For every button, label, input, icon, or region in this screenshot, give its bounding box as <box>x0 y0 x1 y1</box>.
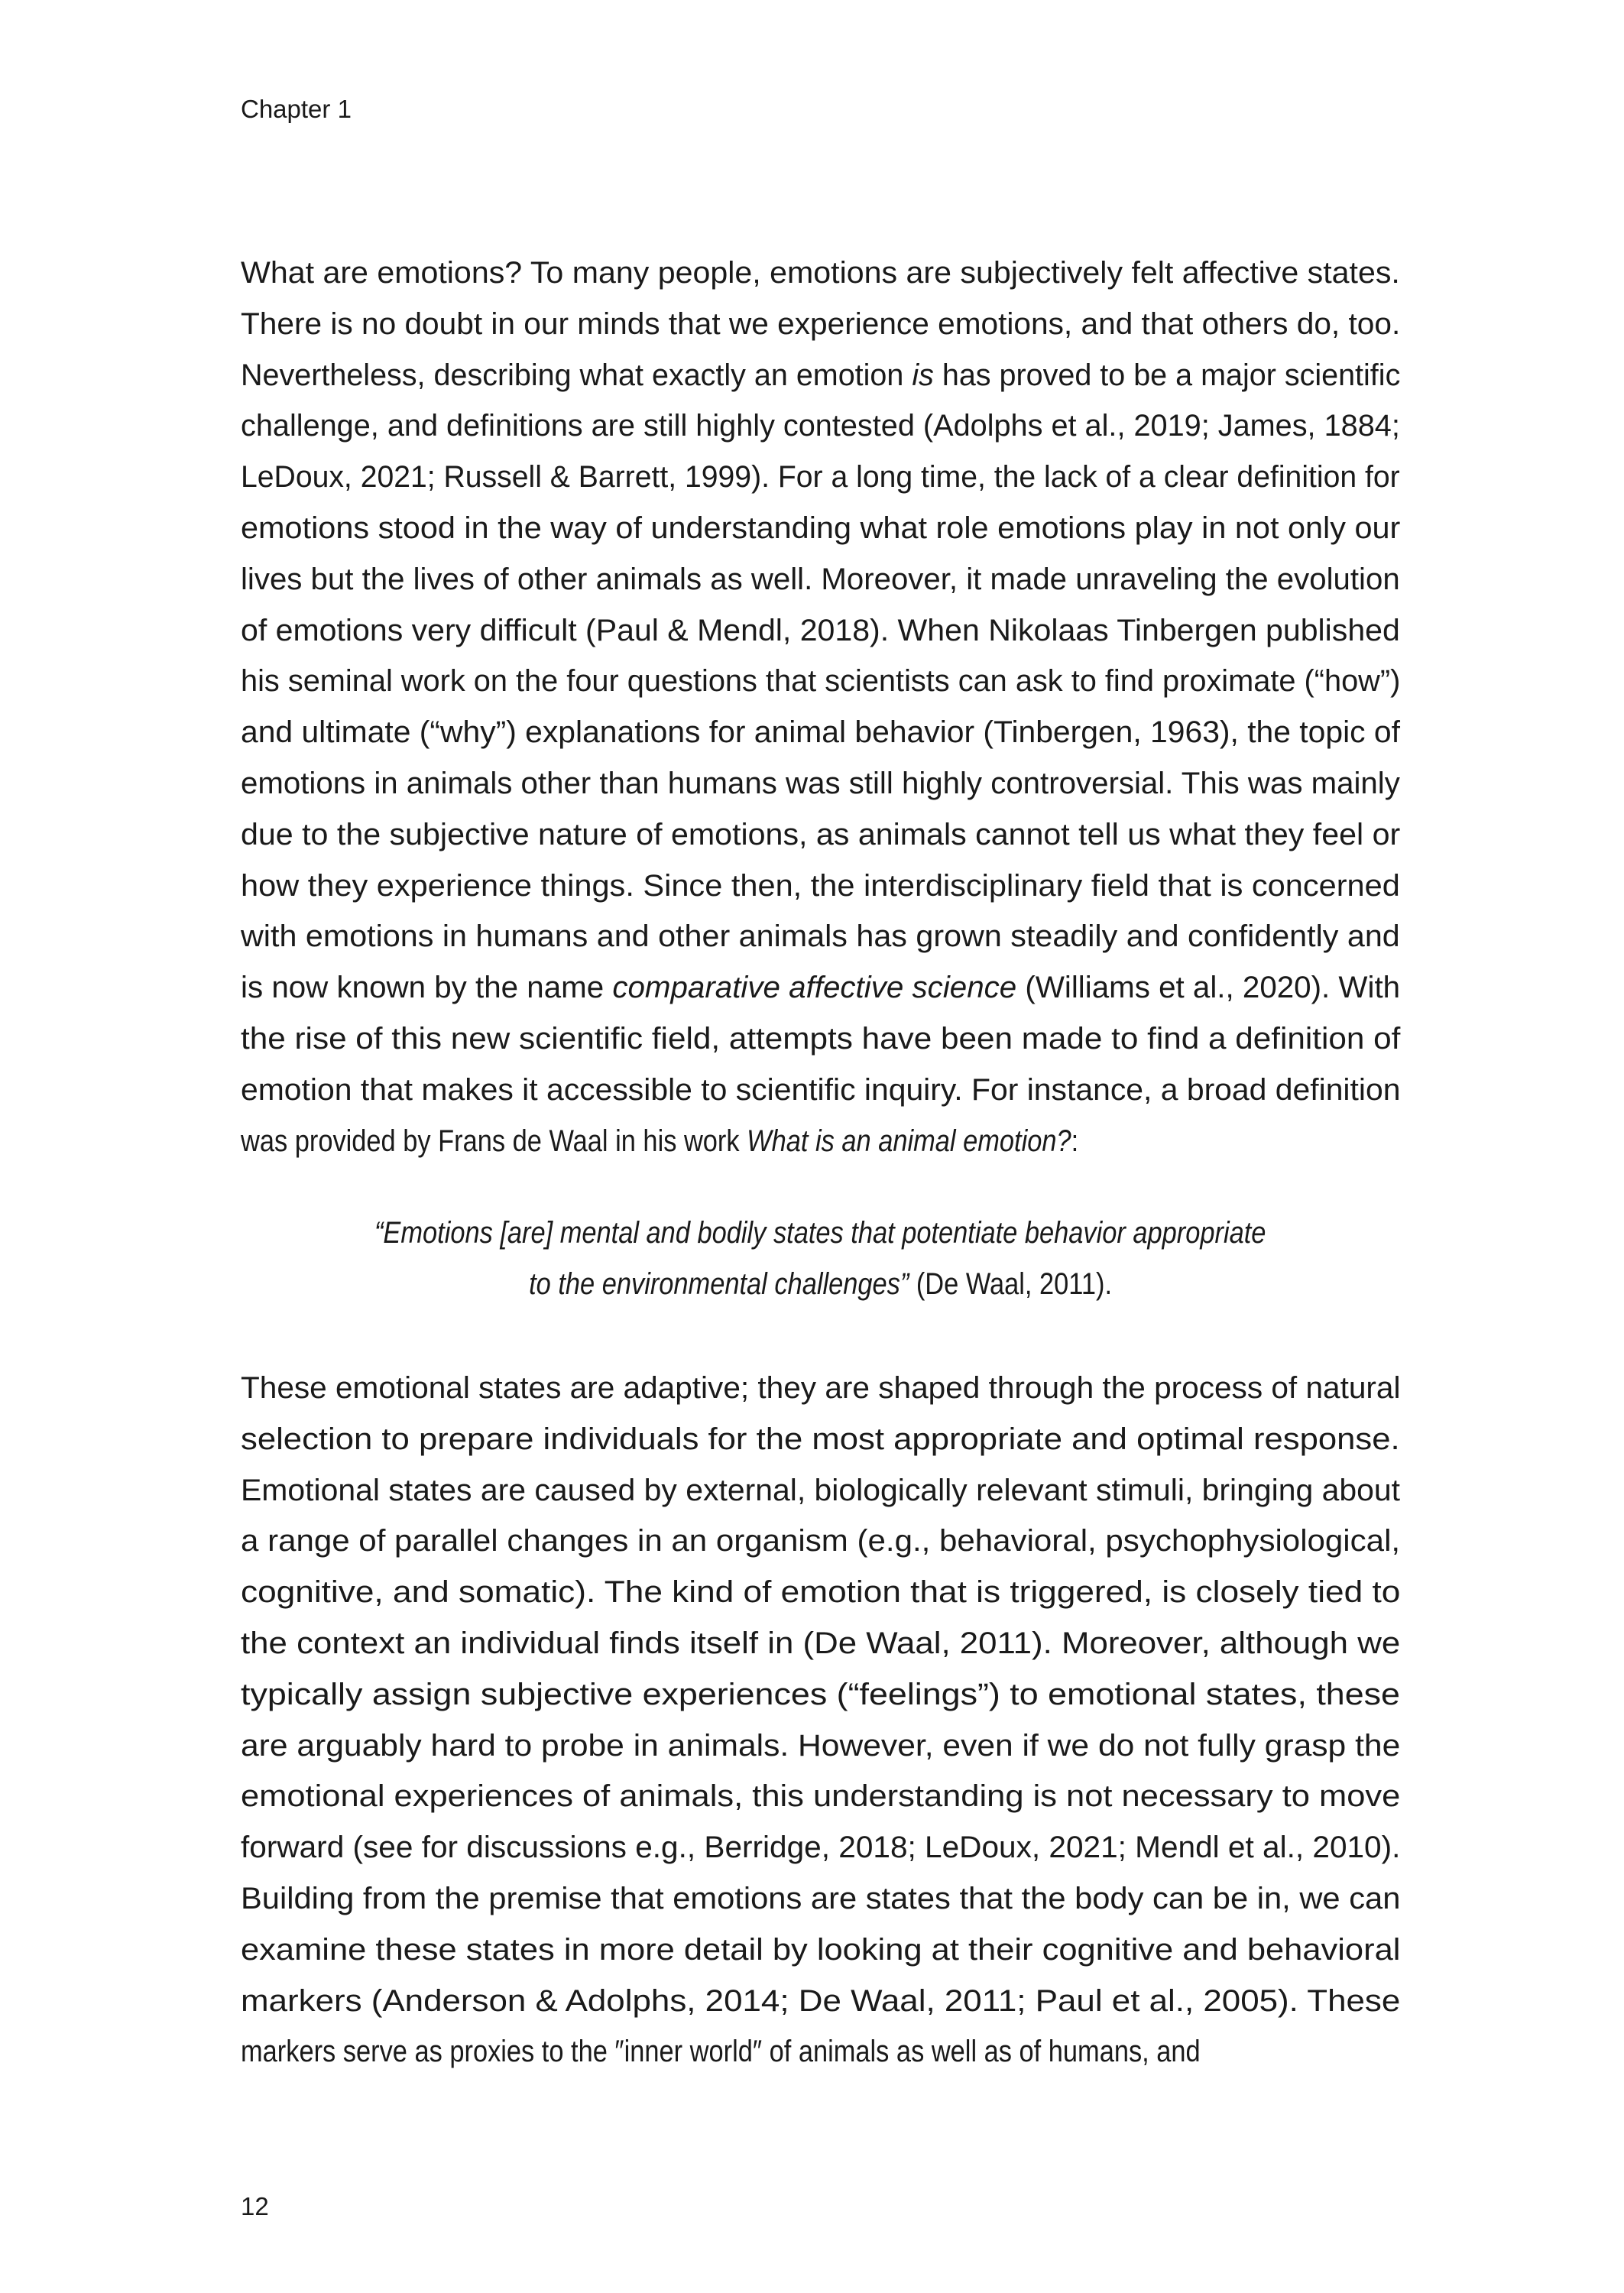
line-text <box>241 452 1400 503</box>
text-run: markers serve as proxies to the ″inner world″ of animals as well as of humans, and <box>241 2035 1201 2069</box>
text-run: forward (see for discussions e.g., Berridge, 2018; LeDoux, 2021; Mendl et al., 2010). <box>241 1831 1401 1865</box>
paragraph1-line <box>241 861 1400 912</box>
page-number: 12 <box>241 2192 269 2220</box>
line-text <box>241 554 1400 605</box>
text-run: is now known by the name <box>241 971 613 1005</box>
text-run: (Williams et al., 2020). With <box>1016 971 1401 1005</box>
text-run: due to the subjective nature of emotions, as animals cannot tell us what they feel or <box>241 817 1401 851</box>
text-run: a range of parallel changes in an organism (e.g., behavioral, psychophysiological, <box>241 1524 1401 1558</box>
text-run: his seminal work on the four questions that scientists can ask to find proximate (“how”) <box>241 664 1401 699</box>
line-text <box>241 1014 1400 1065</box>
text-run: cognitive, and somatic). The kind of emotion that is triggered, is closely tied to <box>241 1575 1401 1610</box>
italic-text: What is an animal emotion? <box>747 1124 1071 1158</box>
paragraph2-line <box>241 1771 1400 1822</box>
line-text <box>241 707 1400 758</box>
text-run: the context an individual finds itself in (De Waal, 2011). Moreover, although we <box>241 1627 1401 1660</box>
paragraph2-line <box>241 1516 1400 1567</box>
line-text <box>241 1363 1400 1414</box>
text-run: : <box>1071 1124 1079 1158</box>
line-text <box>241 401 1400 452</box>
paragraph1-line <box>241 809 1400 861</box>
italic-text: is <box>912 358 934 392</box>
paragraph1-line <box>241 503 1400 554</box>
paragraph1-line <box>241 707 1400 758</box>
quote-line <box>241 1259 1400 1310</box>
line-text <box>241 1721 1400 1772</box>
text-run: lives but the lives of other animals as well. Moreover, it made unraveling the evolution <box>241 562 1400 596</box>
paragraph1-line <box>241 962 1400 1014</box>
paragraph1-line <box>241 605 1400 657</box>
italic-text: “Emotions [are] mental and bodily states that potentiate behavior appropriate <box>374 1216 1266 1250</box>
text-run: What are emotions? To many people, emotions are subjectively felt affective states. <box>241 256 1400 290</box>
text-run: challenge, and definitions are still highly contested (Adolphs et al., 2019; James, 1884; <box>241 409 1400 443</box>
paragraph1-line <box>241 1065 1400 1116</box>
text-run: are arguably hard to probe in animals. However, even if we do not fully grasp the <box>241 1728 1401 1763</box>
italic-text: comparative affective science <box>612 971 1017 1005</box>
text-run: and ultimate (“why”) explanations for animal behavior (Tinbergen, 1963), the topic of <box>241 715 1400 750</box>
paragraph2-line <box>241 1976 1400 2027</box>
paragraph1-line <box>241 248 1400 299</box>
text-run: has proved to be a major scientific <box>933 358 1401 392</box>
line-text <box>241 1065 1400 1116</box>
paragraph1-line <box>241 656 1400 707</box>
line-text <box>241 1976 1400 2027</box>
text-run: selection to prepare individuals for the most appropriate and optimal response. <box>241 1422 1400 1456</box>
line-text <box>241 1567 1400 1618</box>
text-run: Emotional states are caused by external, biologically relevant stimuli, bringing about <box>241 1473 1401 1507</box>
paragraph1-line <box>241 350 1400 401</box>
text-run: emotions stood in the way of understanding what role emotions play in not only our <box>241 511 1401 545</box>
text-run: (De Waal, 2011). <box>909 1267 1112 1301</box>
text-run: There is no doubt in our minds that we experience emotions, and that others do, too. <box>241 306 1401 341</box>
paragraph1-line <box>241 1116 1400 1167</box>
paragraph2-line <box>241 1822 1400 1873</box>
line-text <box>241 962 1400 1014</box>
paragraph1-line <box>241 299 1400 350</box>
line-text <box>241 1822 1400 1873</box>
text-run: how they experience things. Since then, the interdisciplinary field that is concerned <box>241 868 1400 903</box>
paragraph1-line <box>241 1014 1400 1065</box>
paragraph2-line <box>241 1465 1400 1516</box>
text-run: Building from the premise that emotions are states that the body can be in, we can <box>241 1882 1401 1915</box>
line-text <box>241 1116 1078 1167</box>
text-run: markers (Anderson & Adolphs, 2014; De Waal, 2011; Paul et al., 2005). These <box>241 1983 1401 2018</box>
paragraph2-line <box>241 1873 1400 1925</box>
line-text <box>241 299 1400 350</box>
line-text <box>241 656 1400 707</box>
line-text <box>241 1465 1400 1516</box>
text-run: LeDoux, 2021; Russell & Barrett, 1999). For a long time, the lack of a clear definition for <box>241 460 1400 495</box>
text-run: typically assign subjective experiences (“feelings”) to emotional states, these <box>241 1677 1400 1711</box>
running-header: Chapter 1 <box>241 95 352 123</box>
paragraph1-line <box>241 452 1400 503</box>
line-text <box>241 503 1400 554</box>
text-run: emotions in animals other than humans was still highly controversial. This was mainly <box>241 767 1400 800</box>
paragraph2-line <box>241 2026 1400 2077</box>
paragraph2-line <box>241 1414 1400 1465</box>
text-run: of emotions very difficult (Paul & Mendl, 2018). When Nikolaas Tinbergen published <box>241 613 1400 647</box>
paragraph2-line <box>241 1363 1400 1414</box>
paragraph2-line <box>241 1567 1400 1618</box>
text-run: was provided by Frans de Waal in his work <box>241 1124 747 1158</box>
line-text <box>241 1618 1400 1669</box>
text-run: emotional experiences of animals, this understanding is not necessary to move <box>241 1779 1401 1814</box>
line-text <box>374 1208 1266 1259</box>
line-text <box>241 809 1400 861</box>
paragraph2-line <box>241 1925 1400 1976</box>
line-text <box>241 248 1400 299</box>
line-text <box>241 2026 1201 2077</box>
text-run: with emotions in humans and other animals has grown steadily and confidently and <box>241 919 1400 954</box>
line-text <box>241 350 1400 401</box>
text-run: These emotional states are adaptive; they are shaped through the process of natural <box>241 1371 1401 1405</box>
line-text <box>241 861 1400 912</box>
paragraph2-line <box>241 1721 1400 1772</box>
line-text <box>241 605 1400 657</box>
line-text <box>241 1925 1400 1976</box>
line-text <box>241 911 1400 962</box>
line-text <box>529 1259 1112 1310</box>
text-run: the rise of this new scientific field, attempts have been made to find a definition of <box>241 1022 1401 1056</box>
line-text <box>241 1516 1400 1567</box>
line-text <box>241 1771 1400 1822</box>
text-run: examine these states in more detail by looking at their cognitive and behavioral <box>241 1932 1401 1967</box>
quote-line <box>241 1208 1400 1259</box>
line-text <box>241 758 1400 809</box>
paragraph2-line <box>241 1669 1400 1721</box>
paragraph1-line <box>241 911 1400 962</box>
paragraph1-line <box>241 401 1400 452</box>
text-run: emotion that makes it accessible to scientific inquiry. For instance, a broad definition <box>241 1072 1401 1107</box>
paragraph2-line <box>241 1618 1400 1669</box>
paragraph1-line <box>241 758 1400 809</box>
paragraph1-line <box>241 554 1400 605</box>
line-text <box>241 1669 1400 1721</box>
line-text <box>241 1414 1400 1465</box>
text-run: Nevertheless, describing what exactly an emotion <box>241 358 912 392</box>
line-text <box>241 1873 1400 1925</box>
italic-text: to the environmental challenges” <box>529 1267 909 1301</box>
